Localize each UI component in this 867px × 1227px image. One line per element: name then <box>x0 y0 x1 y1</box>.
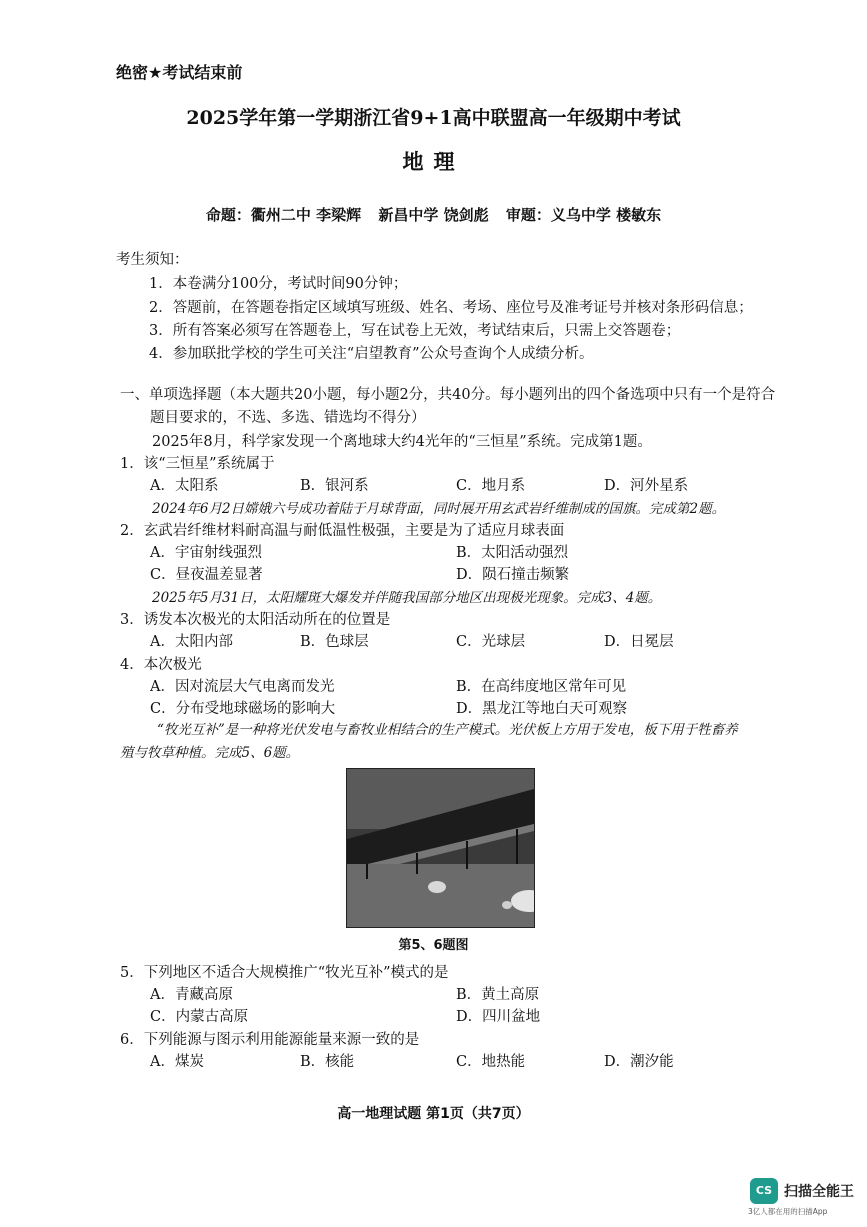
section-heading-line1: 一、单项选择题（本大题共20小题，每小题2分，共40分。每小题列出的四个备选项中只有一个是符合 <box>120 387 776 403</box>
material-1: 2025年8月，科学家发现一个离地球大约4光年的“三恒星”系统。完成第1题。 <box>152 434 652 450</box>
q1-stem: 1．该“三恒星”系统属于 <box>120 456 275 472</box>
q2-option-d: D．陨石撞击频繁 <box>456 567 570 583</box>
q1-option-a: A．太阳系 <box>150 478 219 494</box>
author-2: 新昌中学 饶剑彪 <box>378 206 489 224</box>
author-1: 命题：衢州二中 李梁辉 <box>205 206 362 224</box>
q4-option-a: A．因对流层大气电离而发光 <box>150 679 335 695</box>
secret-label: 绝密★考试结束前 <box>116 63 243 82</box>
q3-stem: 3．诱发本次极光的太阳活动所在的位置是 <box>120 612 391 628</box>
page-footer: 高一地理试题 第1页（共7页） <box>337 1106 530 1122</box>
q6-stem: 6．下列能源与图示利用能源能量来源一致的是 <box>120 1032 420 1048</box>
notice-item-2: 2．答题前，在答题卷指定区域填写班级、姓名、考场、座位号及准考证号并核对条形码信息； <box>149 300 753 316</box>
material-2: 2024年6月2日嫦娥六号成功着陆于月球背面，同时展开用玄武岩纤维制成的国旗。完成第2题。 <box>152 501 726 517</box>
notice-item-1: 1．本卷满分100分，考试时间90分钟； <box>149 276 408 292</box>
reviewer: 审题：义乌中学 楼敏东 <box>505 206 662 224</box>
material-4-line1: “牧光互补”是一种将光伏发电与畜牧业相结合的生产模式。光伏板上方用于发电，板下用于牲畜养 <box>157 722 738 738</box>
q2-option-a: A．宇宙射线强烈 <box>150 545 262 561</box>
q5-option-c: C．内蒙古高原 <box>150 1009 249 1025</box>
section-heading-line2: 题目要求的，不选、多选、错选均不得分） <box>150 410 426 426</box>
scanner-app-name: 扫描全能王 <box>784 1184 854 1200</box>
notice-heading: 考生须知： <box>116 252 189 268</box>
q4-stem: 4．本次极光 <box>120 657 202 673</box>
exam-title: 2025学年第一学期浙江省9+1高中联盟高一年级期中考试 <box>186 107 681 129</box>
scanner-app-badge <box>746 1178 858 1218</box>
q4-option-d: D．黑龙江等地白天可观察 <box>456 701 628 717</box>
q2-stem: 2．玄武岩纤维材料耐高温与耐低温性极强，主要是为了适应月球表面 <box>120 523 565 539</box>
q6-option-b: B．核能 <box>300 1054 355 1070</box>
q2-option-c: C．昼夜温差显著 <box>150 567 263 583</box>
material-3: 2025年5月31日，太阳耀斑大爆发并伴随我国部分地区出现极光现象。完成3、4题。 <box>152 590 662 606</box>
q1-option-d: D．河外星系 <box>604 478 689 494</box>
q3-option-d: D．日冕层 <box>604 634 674 650</box>
camscanner-logo-icon: CS <box>750 1178 778 1204</box>
q5-option-b: B．黄土高原 <box>456 987 540 1003</box>
q5-option-a: A．青藏高原 <box>150 987 233 1003</box>
q6-option-c: C．地热能 <box>456 1054 526 1070</box>
q1-option-c: C．地月系 <box>456 478 526 494</box>
q2-option-b: B．太阳活动强烈 <box>456 545 569 561</box>
q6-option-a: A．煤炭 <box>150 1054 204 1070</box>
q1-option-b: B．银河系 <box>300 478 369 494</box>
q4-option-c: C．分布受地球磁场的影响大 <box>150 701 336 717</box>
figure-caption: 第5、6题图 <box>398 938 469 953</box>
notice-item-3: 3．所有答案必须写在答题卷上，写在试卷上无效，考试结束后，只需上交答题卷； <box>149 323 681 339</box>
material-4-line2: 殖与牧草种植。完成5、6题。 <box>120 745 300 761</box>
q6-option-d: D．潮汐能 <box>604 1054 674 1070</box>
q5-stem: 5．下列地区不适合大规模推广“牧光互补”模式的是 <box>120 965 449 981</box>
subject-title: 地理 <box>402 150 465 174</box>
solar-pasture-illustration <box>347 769 534 927</box>
q4-option-b: B．在高纬度地区常年可见 <box>456 679 627 695</box>
q5-option-d: D．四川盆地 <box>456 1009 541 1025</box>
notice-item-4: 4．参加联批学校的学生可关注“启望教育”公众号查询个人成绩分析。 <box>149 346 594 362</box>
scanner-tagline: 3亿人都在用的扫描App <box>748 1207 828 1216</box>
q3-option-a: A．太阳内部 <box>150 634 233 650</box>
q3-option-b: B．色球层 <box>300 634 369 650</box>
q3-option-c: C．光球层 <box>456 634 526 650</box>
solar-pasture-photo <box>346 768 535 928</box>
authors-line <box>0 204 867 225</box>
